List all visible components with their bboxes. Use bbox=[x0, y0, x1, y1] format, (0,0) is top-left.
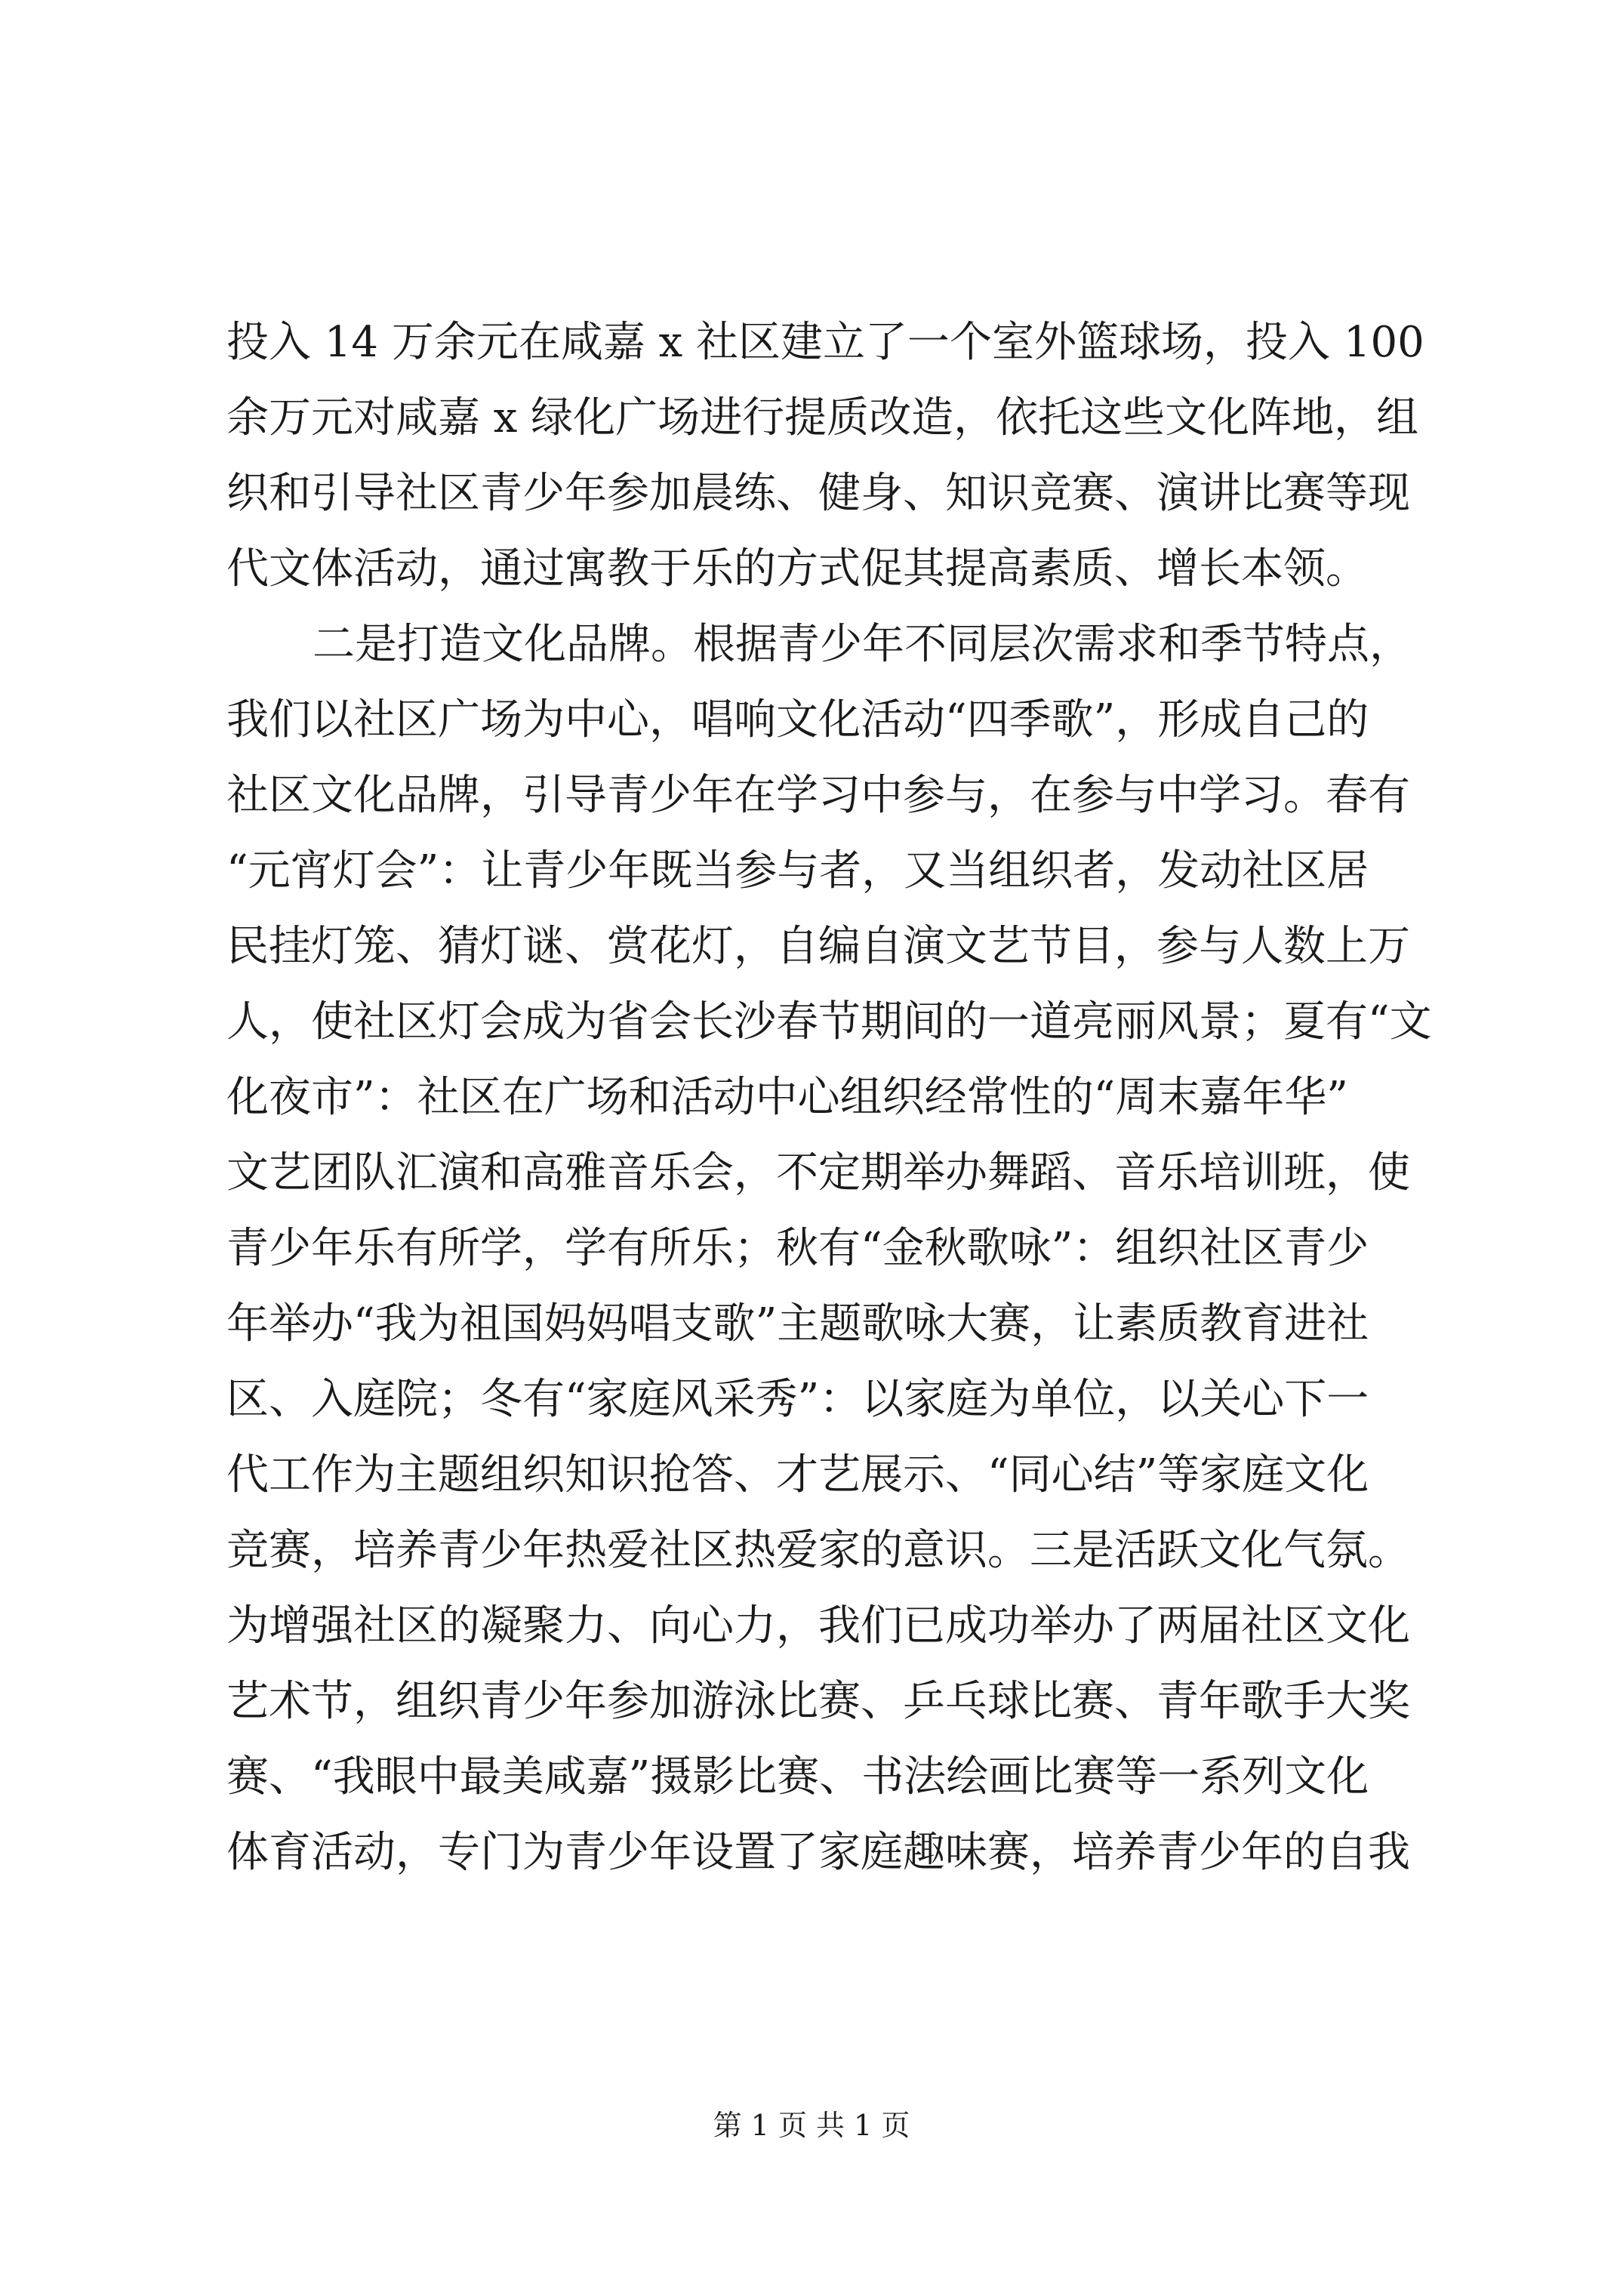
text-line: 艺术节，组织青少年参加游泳比赛、乒乓球比赛、青年歌手大奖 bbox=[226, 1677, 1410, 1726]
text-line: 织和引导社区青少年参加晨练、健身、知识竞赛、演讲比赛等现 bbox=[226, 469, 1410, 518]
text-line: 代工作为主题组织知识抢答、才艺展示、“同心结”等家庭文化 bbox=[226, 1450, 1369, 1499]
text-line: 区、入庭院；冬有“家庭风采秀”：以家庭为单位，以关心下一 bbox=[226, 1375, 1369, 1424]
text-line: 体育活动，专门为青少年设置了家庭趣味赛，培养青少年的自我 bbox=[226, 1828, 1410, 1877]
page-number: 第 1 页 共 1 页 bbox=[713, 2109, 910, 2142]
text-line: 民挂灯笼、猜灯谜、赏花灯，自编自演文艺节目，参与人数上万 bbox=[226, 922, 1410, 971]
page-footer bbox=[0, 2106, 1623, 2144]
text-line: 人，使社区灯会成为省会长沙春节期间的一道亮丽风景；夏有“文 bbox=[226, 997, 1432, 1046]
text-line: 投入 14 万余元在咸嘉 x 社区建立了一个室外篮球场，投入 100 bbox=[226, 318, 1424, 367]
text-line: 赛、“我眼中最美咸嘉”摄影比赛、书法绘画比赛等一系列文化 bbox=[226, 1752, 1369, 1801]
text-line: 年举办“我为祖国妈妈唱支歌”主题歌咏大赛，让素质教育进社 bbox=[226, 1299, 1369, 1348]
text-line: 文艺团队汇演和高雅音乐会，不定期举办舞蹈、音乐培训班，使 bbox=[226, 1148, 1410, 1197]
text-line: 青少年乐有所学，学有所乐；秋有“金秋歌咏”：组织社区青少 bbox=[226, 1224, 1369, 1273]
paragraph-first-line: 二是打造文化品牌。根据青少年不同层次需求和季节特点， bbox=[313, 620, 1412, 669]
text-line: 社区文化品牌，引导青少年在学习中参与，在参与中学习。春有 bbox=[226, 771, 1410, 820]
text-line: “元宵灯会”：让青少年既当参与者，又当组织者，发动社区居 bbox=[226, 846, 1369, 895]
text-line: 代文体活动，通过寓教于乐的方式促其提高素质、增长本领。 bbox=[226, 544, 1368, 593]
document-body bbox=[226, 305, 1434, 1891]
text-line: 竞赛，培养青少年热爱社区热爱家的意识。三是活跃文化气氛。 bbox=[226, 1526, 1410, 1575]
text-line: 余万元对咸嘉 x 绿化广场进行提质改造，依托这些文化阵地，组 bbox=[226, 393, 1419, 442]
text-line: 我们以社区广场为中心，唱响文化活动“四季歌”，形成自己的 bbox=[226, 695, 1369, 744]
text-line: 化夜市”：社区在广场和活动中心组织经常性的“周末嘉年华” bbox=[226, 1073, 1348, 1122]
text-line: 为增强社区的凝聚力、向心力，我们已成功举办了两届社区文化 bbox=[226, 1601, 1410, 1650]
